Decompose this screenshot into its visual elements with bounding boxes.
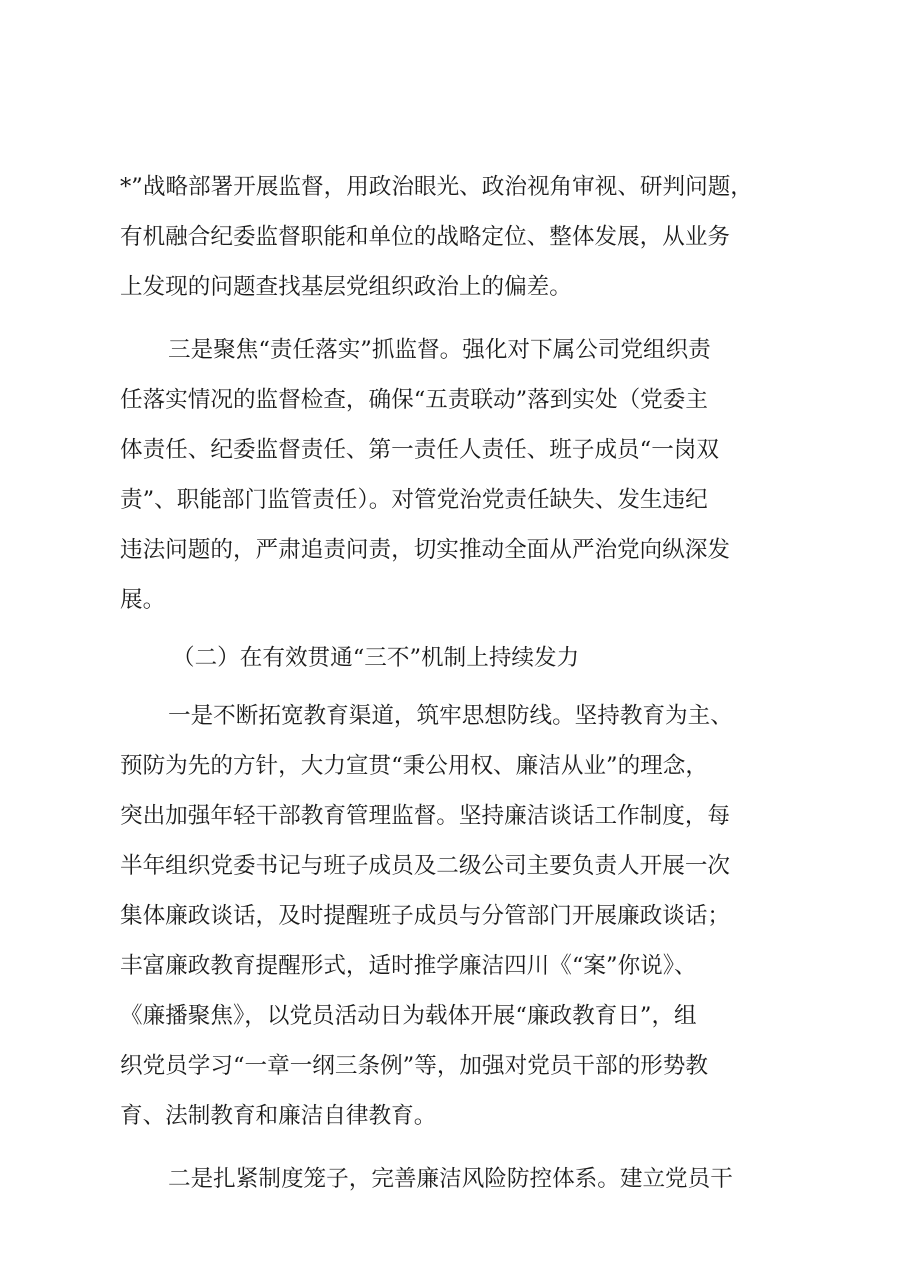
text-line: 《廉播聚焦》，以党员活动日为载体开展“廉政教育日”，组: [120, 1003, 697, 1029]
paragraph-education: [120, 691, 810, 1141]
text-line: 二是扎紧制度笼子，完善廉洁风险防控体系。建立党员干: [168, 1166, 733, 1192]
paragraph-system: [120, 1154, 810, 1204]
text-line: 一是不断拓宽教育渠道，筑牢思想防线。坚持教育为主、: [168, 703, 733, 729]
text-line: 预防为先的方针，大力宣贯“秉公用权、廉洁从业”的理念，: [120, 753, 708, 779]
text-line: 有机融合纪委监督职能和单位的战略定位、整体发展，从业务: [120, 224, 731, 250]
text-line: 突出加强年轻干部教育管理监督。坚持廉洁谈话工作制度，每: [120, 803, 731, 829]
text-line: *”战略部署开展监督，用政治眼光、政治视角审视、研判问题，: [120, 174, 753, 200]
text-line: 织党员学习“一章一纲三条例”等，加强对党员干部的形势教: [120, 1053, 708, 1079]
text-line: 半年组织党委书记与班子成员及二级公司主要负责人开展一次: [120, 853, 731, 879]
text-line: 育、法制教育和廉洁自律教育。: [120, 1103, 437, 1129]
heading-line: （二）在有效贯通“三不”机制上持续发力: [172, 645, 580, 671]
document-body: [120, 162, 810, 1204]
text-line: 体责任、纪委监督责任、第一责任人责任、班子成员“一岗双: [120, 437, 719, 463]
text-line: 三是聚焦“责任落实”抓监督。强化对下属公司党组织责: [168, 337, 711, 363]
text-line: 上发现的问题查找基层党组织政治上的偏差。: [120, 274, 572, 300]
text-line: 责”、职能部门监管责任）。对管党治党责任缺失、发生违纪: [120, 487, 708, 513]
section-heading: [120, 633, 810, 683]
text-line: 展。: [120, 587, 166, 613]
paragraph-responsibility: [120, 325, 810, 625]
text-line: 丰富廉政教育提醒形式，适时推学廉洁四川《“案”你说》、: [120, 953, 697, 979]
paragraph-continuation: [120, 162, 810, 312]
text-line: 集体廉政谈话，及时提醒班子成员与分管部门开展廉政谈话；: [120, 903, 731, 929]
text-line: 违法问题的，严肃追责问责，切实推动全面从严治党向纵深发: [120, 537, 731, 563]
text-line: 任落实情况的监督检查，确保“五责联动”落到实处（党委主: [120, 387, 708, 413]
